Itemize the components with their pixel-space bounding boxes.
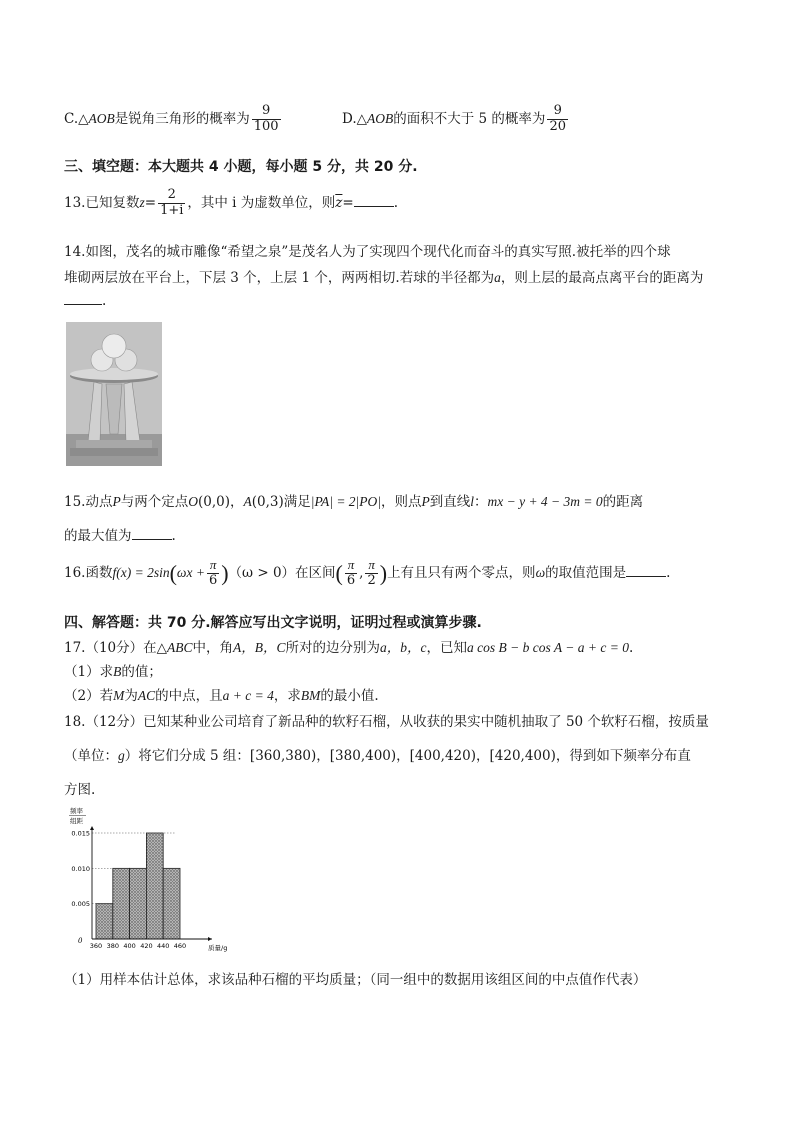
q18-line1: 18.（12分）已知某种业公司培育了新品种的软籽石榴，从收获的果实中随机抽取了 50 个软籽石榴，按质量 <box>64 714 709 730</box>
x-tick-label-0: 360 <box>89 942 103 950</box>
q14-line2 <box>64 266 703 286</box>
q17-sides: a，b，c <box>380 640 427 655</box>
option-c-fraction <box>252 104 281 135</box>
q14-line2b: ，则上层的最高点离平台的距离为 <box>500 270 704 286</box>
section4-title: 四、解答题：共 70 分.解答应写出文字说明，证明过程或演算步骤. <box>64 615 482 631</box>
q13-den: 1+i <box>160 202 184 218</box>
q13-end: . <box>393 194 399 211</box>
q16-pi-a: π <box>345 558 357 574</box>
y-tick-label-1: 0.010 <box>71 864 90 873</box>
q16-omega: ω <box>535 564 546 580</box>
q15-p6: 的距离 <box>602 494 644 510</box>
q15-cond: |PA| = 2|PO| <box>310 494 381 509</box>
q17-BM: BM <box>300 688 321 703</box>
q17-end: . <box>628 640 634 656</box>
q13-conj: $\overline{z}$ <box>335 194 343 211</box>
q17-eq: a cos B − b cos A − a + c = 0 <box>467 640 629 655</box>
bar-4 <box>163 868 180 939</box>
q17-sub2c: 的中点，且 <box>155 688 223 704</box>
q17-line1a: 17.（10分）在 <box>64 640 157 656</box>
q15-p1: 15.动点 <box>64 494 113 510</box>
option-d-fraction <box>547 104 568 135</box>
q17-sub1b: 的值； <box>121 664 162 680</box>
q16-interval-close: ) <box>379 560 388 586</box>
q15-line2-text: 的最大值为 <box>64 528 132 544</box>
q16-frac-pi6 <box>207 558 219 589</box>
frequency-histogram <box>62 804 228 956</box>
section3-title: 三、填空题：本大题共 4 小题，每小题 5 分，共 20 分. <box>64 159 418 175</box>
q15-line1 <box>64 490 643 510</box>
q18-g: g <box>118 748 125 763</box>
q16-pi: π <box>207 558 219 574</box>
q17-sub2e: 的最小值. <box>320 688 379 704</box>
q15-l: l <box>470 494 474 509</box>
option-d-text: 的面积不大于 5 的概率为 <box>393 110 546 127</box>
q16-inner: ωx + <box>176 564 205 580</box>
q15-P2: P <box>421 494 430 509</box>
option-c-text: 是锐角三角形的概率为 <box>114 110 250 127</box>
q15-p3: 满足 <box>283 494 311 510</box>
question-16: 16.函数f(x) = 2sin(ωx + $\frac{\pi}{6}$ )（ω > 0）在区间( $\frac{\pi}{6}$ , $\frac{\pi}{2}$ )上有且只有两个零点，则ω的取值范围是 . <box>64 557 671 588</box>
q15-comma: ， <box>230 494 244 510</box>
q15-p4: ，则点 <box>380 494 422 510</box>
y-tick-label-2: 0.015 <box>71 829 90 838</box>
q18-line2b: ）将它们分成 5 组： <box>124 748 250 764</box>
q18-line2 <box>64 744 691 764</box>
q16-two: 2 <box>367 572 376 588</box>
y-tick-label-0: 0.005 <box>71 900 90 909</box>
q15-line-eq: mx − y + 4 − 3m = 0 <box>487 494 603 509</box>
option-d-label: D. <box>342 110 357 127</box>
q16-frac-b <box>365 558 377 589</box>
option-c-den: 100 <box>253 118 279 134</box>
q14-line1: 14.如图，茂名的城市雕像“希望之泉”是茂名人为了实现四个现代化而奋斗的真实写照.被托举的四个球 <box>64 244 671 260</box>
q16-func: f(x) = 2sin <box>112 564 170 580</box>
q14-line3 <box>64 292 106 309</box>
q17-M: M <box>113 688 125 703</box>
q17-sub2d: ，求 <box>273 688 301 704</box>
q16-interval-open: ( <box>335 560 343 586</box>
q15-A: A <box>243 494 252 509</box>
y-axis-label-bottom: 组距 <box>70 817 83 825</box>
q17-sub1 <box>64 660 162 680</box>
x-axis-arrow <box>208 937 212 941</box>
x-tick-label-5: 460 <box>173 942 187 950</box>
option-c-num: 9 <box>252 104 281 120</box>
q15-O-coords: (0,0) <box>197 494 230 510</box>
option-d-num: 9 <box>547 104 568 120</box>
q13-var: z <box>139 194 145 210</box>
q13-answer-blank[interactable] <box>354 194 394 207</box>
option-c-triangle: △AOB <box>78 110 115 126</box>
q15-answer-blank[interactable] <box>132 527 172 540</box>
q15-colon: ： <box>473 494 488 510</box>
q17-sub1var: B <box>113 664 122 679</box>
option-c <box>64 104 283 135</box>
x-axis-label: 质量/g <box>208 944 228 952</box>
q13-middle: ，其中 i 为虚数单位，则 <box>187 194 336 211</box>
q17-tri: △ABC <box>156 640 193 655</box>
q17-line1b: 中，角 <box>192 640 234 656</box>
x-tick-label-1: 380 <box>106 942 120 950</box>
q16-paren-close: ) <box>221 560 229 586</box>
q13-eq: = <box>144 194 157 211</box>
q17-sum: a + c = 4 <box>222 688 274 703</box>
q15-line2 <box>64 524 176 544</box>
x-tick-label-2: 400 <box>123 942 136 950</box>
q13-prefix: 13.已知复数 <box>64 194 140 211</box>
q18-groups: [360,380)，[380,400)，[400,420)，[420,400) <box>249 748 556 764</box>
q16-cond: （ω > 0）在区间 <box>228 564 336 581</box>
q16-p1: 16.函数 <box>64 564 113 581</box>
q14-answer-blank[interactable] <box>64 292 102 305</box>
q13-num: 2 <box>158 188 185 204</box>
option-c-label: C. <box>64 110 79 127</box>
q16-end: . <box>666 564 671 581</box>
q16-six-a: 6 <box>346 572 356 588</box>
option-d <box>342 104 570 135</box>
q16-answer-blank[interactable] <box>626 564 666 577</box>
q16-six: 6 <box>208 572 218 588</box>
bar-1 <box>113 868 130 939</box>
x-tick-label-4: 440 <box>156 942 170 950</box>
q16-p2: 上有且只有两个零点，则 <box>387 564 536 581</box>
q15-end: . <box>171 528 176 544</box>
q15-p5: 到直线 <box>429 494 471 510</box>
q16-paren-open: ( <box>169 560 177 586</box>
option-d-triangle: △AOB <box>356 110 394 126</box>
q18-line2c: ，得到如下频率分布直 <box>555 748 691 764</box>
q17-sub2a: （2）若 <box>64 688 114 704</box>
q15-A-coords: (0,3) <box>251 494 284 510</box>
q17-sub1a: （1）求 <box>64 664 114 680</box>
x-tick-label-3: 420 <box>140 942 153 950</box>
q18-sub1: （1）用样本估计总体，求该品种石榴的平均质量；（同一组中的数据用该组区间的中点值作代表） <box>64 972 647 988</box>
q17-AC: AC <box>137 688 156 703</box>
y-axis-arrow <box>90 826 94 830</box>
q17-sub2 <box>64 684 379 704</box>
y-axis-label-top: 频率 <box>70 807 83 815</box>
q13-fraction <box>158 188 185 219</box>
q17-line1 <box>64 636 633 656</box>
bar-3 <box>146 833 163 939</box>
q17-angles: A，B，C <box>233 640 286 655</box>
bar-0 <box>96 904 113 939</box>
q17-line1c: 所对的边分别为 <box>285 640 381 656</box>
q14-line2a: 堆砌两层放在平台上，下层 3 个，上层 1 个，两两相切.若球的半径都为 <box>64 270 495 286</box>
q16-frac-a <box>345 558 357 589</box>
question-13 <box>64 188 398 219</box>
q17-line1d: ，已知 <box>426 640 468 656</box>
sculpture-photo <box>66 322 162 466</box>
q16-pi-b: π <box>365 558 377 574</box>
q18-line2a: （单位： <box>64 748 118 764</box>
q17-sub2b: 为 <box>124 688 138 704</box>
q13-suffix: = <box>342 194 354 211</box>
origin-label: 0 <box>78 937 83 945</box>
q14-end: . <box>102 293 107 309</box>
q15-O: O <box>188 494 198 509</box>
q18-line3: 方图. <box>64 782 96 798</box>
q14-var: a <box>494 270 501 285</box>
q15-p2: 与两个定点 <box>120 494 189 510</box>
bar-2 <box>130 868 147 939</box>
q15-P: P <box>112 494 121 509</box>
q16-p3: 的取值范围是 <box>545 564 627 581</box>
option-d-den: 20 <box>549 118 566 134</box>
